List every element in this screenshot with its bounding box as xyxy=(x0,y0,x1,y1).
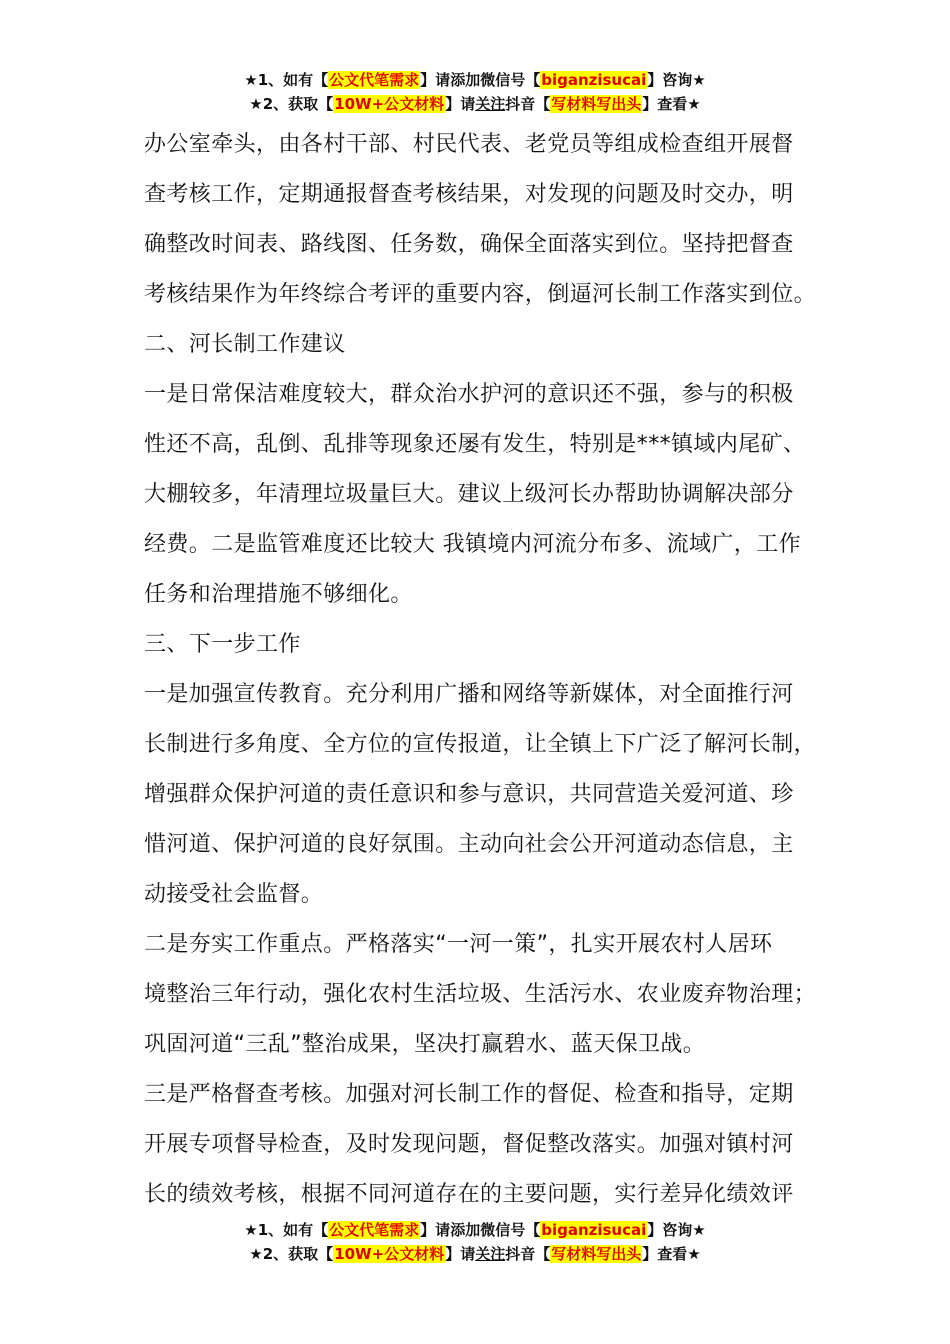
banner-highlight: 公文代笔需求 xyxy=(329,1221,420,1239)
banner-text: ★1、如有【 xyxy=(244,71,329,89)
footer-banner xyxy=(0,1218,950,1266)
banner-text: 】请 xyxy=(445,1245,476,1263)
body-line: 长制进行多角度、全方位的宣传报道，让全镇上下广泛了解河长制， xyxy=(144,732,817,757)
banner-emphasis: 添加 xyxy=(450,71,481,89)
banner-text: 】查看★ xyxy=(642,95,701,113)
body-line: 任务和治理措施不够细化。 xyxy=(144,582,413,607)
banner-highlight: 写材料写出头 xyxy=(551,1245,642,1263)
banner-line-1 xyxy=(0,1218,950,1242)
body-line: 办公室牵头，由各村干部、村民代表、老党员等组成检查组开展督 xyxy=(144,132,794,157)
body-line: 增强群众保护河道的责任意识和参与意识，共同营造关爱河道、珍 xyxy=(144,782,794,807)
banner-text: ★2、获取【 xyxy=(249,1245,334,1263)
banner-text: 】请 xyxy=(445,95,476,113)
body-line: 确整改时间表、路线图、任务数，确保全面落实到位。坚持把督查 xyxy=(144,232,794,257)
banner-text: 】查看★ xyxy=(642,1245,701,1263)
banner-text: 】请 xyxy=(420,1221,451,1239)
body-line: 一是日常保洁难度较大，群众治水护河的意识还不强，参与的积极 xyxy=(144,382,794,407)
banner-text: 】咨询★ xyxy=(647,71,706,89)
banner-highlight: biganzisucai xyxy=(541,71,647,89)
banner-text: 】咨询★ xyxy=(647,1221,706,1239)
header-banner xyxy=(0,68,950,116)
banner-line-2 xyxy=(0,92,950,116)
body-line: 查考核工作，定期通报督查考核结果，对发现的问题及时交办，明 xyxy=(144,182,794,207)
banner-highlight: 10W+公文材料 xyxy=(334,95,445,113)
body-line: 大棚较多，年清理垃圾量巨大。建议上级河长办帮助协调解决部分 xyxy=(144,482,794,507)
document-body xyxy=(144,120,834,1220)
banner-text: 】请 xyxy=(420,71,451,89)
body-line: 开展专项督导检查，及时发现问题，督促整改落实。加强对镇村河 xyxy=(144,1132,794,1157)
banner-highlight: biganzisucai xyxy=(541,1221,647,1239)
body-line: 一是加强宣传教育。充分利用广播和网络等新媒体，对全面推行河 xyxy=(144,682,794,707)
banner-text: 抖音【 xyxy=(505,1245,551,1263)
banner-text: 抖音【 xyxy=(505,95,551,113)
banner-text: 微信号【 xyxy=(480,71,541,89)
body-line: 二是夯实工作重点。严格落实“一河一策”，扎实开展农村人居环 xyxy=(144,932,773,957)
body-line: 惜河道、保护河道的良好氛围。主动向社会公开河道动态信息，主 xyxy=(144,832,794,857)
banner-text: 微信号【 xyxy=(480,1221,541,1239)
banner-line-2 xyxy=(0,1242,950,1266)
section-heading: 三、下一步工作 xyxy=(144,632,301,657)
banner-emphasis: 关注 xyxy=(475,95,506,113)
body-line: 性还不高，乱倒、乱排等现象还屡有发生，特别是***镇域内尾矿、 xyxy=(144,432,806,457)
banner-emphasis: 关注 xyxy=(475,1245,506,1263)
banner-line-1 xyxy=(0,68,950,92)
banner-text: ★1、如有【 xyxy=(244,1221,329,1239)
banner-highlight: 写材料写出头 xyxy=(551,95,642,113)
banner-highlight: 10W+公文材料 xyxy=(334,1245,445,1263)
body-line: 三是严格督查考核。加强对河长制工作的督促、检查和指导，定期 xyxy=(144,1082,794,1107)
banner-emphasis: 添加 xyxy=(450,1221,481,1239)
banner-highlight: 公文代笔需求 xyxy=(329,71,420,89)
body-line: 境整治三年行动，强化农村生活垃圾、生活污水、农业废弃物治理； xyxy=(144,982,817,1007)
body-line: 经费。二是监管难度还比较大 我镇境内河流分布多、流域广，工作 xyxy=(144,532,801,557)
section-heading: 二、河长制工作建议 xyxy=(144,332,346,357)
body-line: 动接受社会监督。 xyxy=(144,882,324,907)
body-line: 考核结果作为年终综合考评的重要内容，倒逼河长制工作落实到位。 xyxy=(144,282,817,307)
banner-text: ★2、获取【 xyxy=(249,95,334,113)
body-line: 长的绩效考核，根据不同河道存在的主要问题，实行差异化绩效评 xyxy=(144,1182,794,1207)
body-line: 巩固河道“三乱”整治成果，坚决打赢碧水、蓝天保卫战。 xyxy=(144,1032,706,1057)
